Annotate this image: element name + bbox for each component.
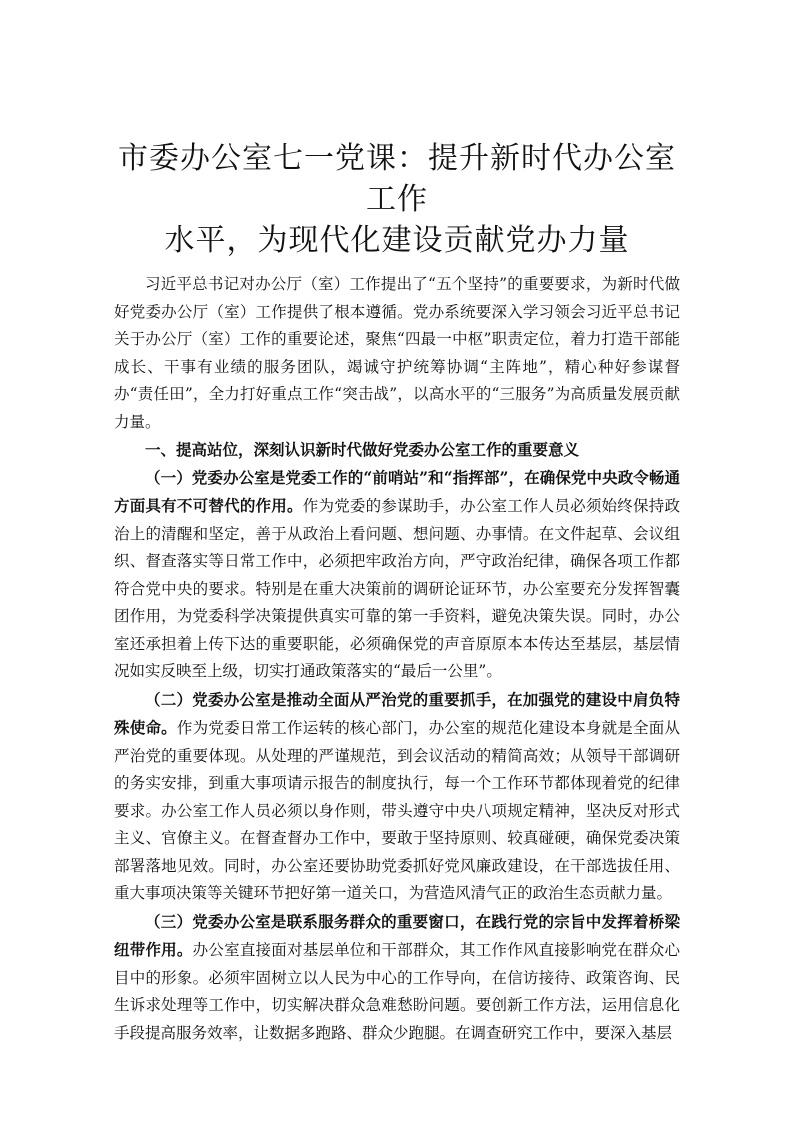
intro-paragraph: 习近平总书记对办公厅（室）工作提出了“五个坚持”的重要要求，为新时代做好党委办公厅（室）工作提供了根本遵循。党办系统要深入学习领会习近平总书记关于办公厅（室）工作的重要论述，聚焦“四最一中枢”职责定位，着力打造干部能成长、干事有业绩的服务团队，竭诚守护统筹协调“主阵地”，精心种好参谋督办“责任田”，全力打好重点工作“突击战”，以高水平的“三服务”为高质量发展贡献力量。: [114, 275, 680, 431]
subsection-1-paragraph: [114, 464, 680, 686]
subsection-2-paragraph: [114, 686, 680, 908]
title-line-2: 水平，为现代化建设贡献党办力量: [164, 223, 630, 258]
subsection-1-body: 作为党委的参谋助手，办公室工作人员必须始终保持政治上的清醒和坚定，善于从政治上看问题、想问题、办事情。在文件起草、会议组织、督查落实等日常工作中，必须把牢政治方向，严守政治纪律，确保各项工作都符合党中央的要求。特别是在重大决策前的调研论证环节，办公室要充分发挥智囊团作用，为党委科学决策提供真实可靠的第一手资料，避免决策失误。同时，办公室还承担着上传下达的重要职能，必须确保党的声音原原本本传达至基层，基层情况如实反映至上级，切实打通政策落实的“最后一公里”。: [114, 497, 680, 680]
section-1-heading: 一、提高站位，深刻认识新时代做好党委办公室工作的重要意义: [145, 440, 580, 459]
subsection-3-paragraph: [114, 908, 680, 1048]
subsection-2-heading: （二）党委办公室是推动全面从严治党的重要抓手，在加强党的建设中肩负特殊使命。: [114, 689, 680, 737]
document-page: [114, 138, 680, 1047]
subsection-3-heading: （三）党委办公室是联系服务群众的重要窗口，在践行党的宗旨中发挥着桥梁纽带作用。: [114, 911, 680, 959]
document-title: [114, 138, 680, 261]
title-line-1: 市委办公室七一党课：提升新时代办公室工作: [118, 141, 676, 217]
subsection-3-body: 办公室直接面对基层单位和干部群众，其工作作风直接影响党在群众心目中的形象。必须牢固树立以人民为中心的工作导向，在信访接待、政策咨询、民生诉求处理等工作中，切实解决群众急难愁盼问题。要创新工作方法，运用信息化手段提高服务效率，让数据多跑路、群众少跑腿。在调查研究工作中，要深入基层: [114, 941, 680, 1042]
subsection-2-body: 作为党委日常工作运转的核心部门，办公室的规范化建设本身就是全面从严治党的重要体现。从处理的严谨规范，到会议活动的精简高效；从领导干部调研的务实安排，到重大事项请示报告的制度执行，每一个工作环节都体现着党的纪律要求。办公室工作人员必须以身作则，带头遵守中央八项规定精神，坚决反对形式主义、官僚主义。在督查督办工作中，要敢于坚持原则、较真碰硬，确保党委决策部署落地见效。同时，办公室还要协助党委抓好党风廉政建设，在干部选拔任用、重大事项决策等关键环节把好第一道关口，为营造风清气正的政治生态贡献力量。: [114, 719, 680, 902]
subsection-1-heading: （一）党委办公室是党委工作的“前哨站”和“指挥部”，在确保党中央政令畅通方面具有不可替代的作用。: [114, 467, 680, 515]
